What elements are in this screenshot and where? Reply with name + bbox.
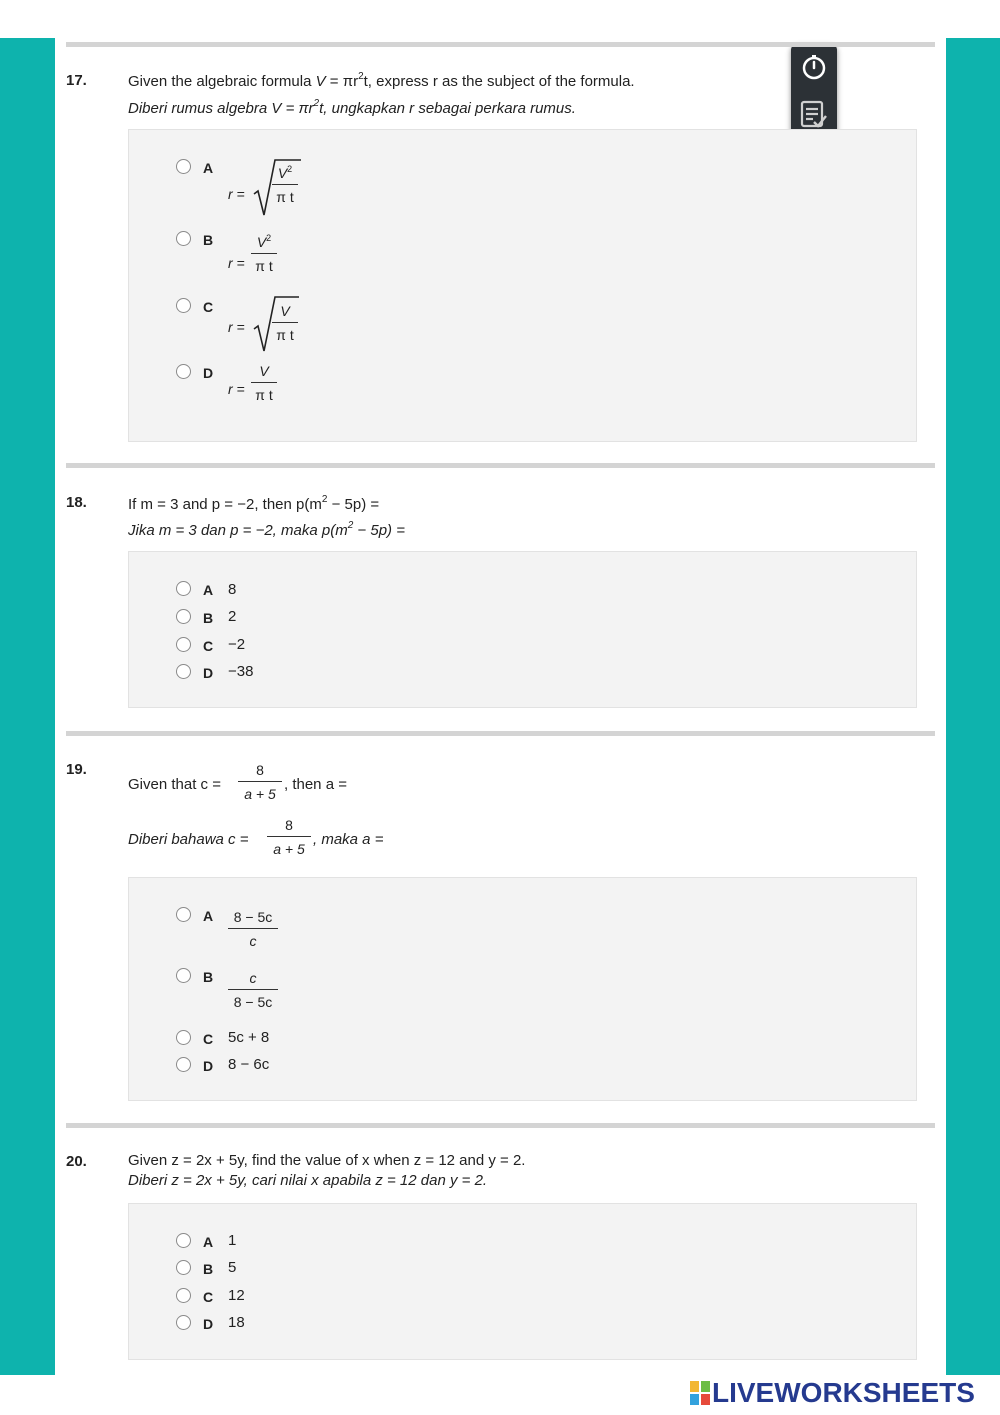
- logo-text: LIVEWORKSHEETS: [712, 1377, 975, 1408]
- option-value: 5: [228, 1259, 237, 1276]
- option-value: 1: [228, 1232, 237, 1249]
- question-text-en: Given the algebraic formula $V = \pi r^2t$, express r as the subject of the formula.: [128, 71, 635, 90]
- option-radio[interactable]: [176, 1030, 191, 1045]
- option-fraction: $V^2$ π t: [251, 234, 277, 274]
- option-radio[interactable]: [176, 298, 191, 313]
- question-text-en-tail: , then a =: [284, 776, 347, 793]
- option-value: 8 − 6c: [228, 1056, 270, 1073]
- option-radio[interactable]: [176, 968, 191, 983]
- question-text-en: Given z = 2x + 5y, find the value of x when z = 12 and y = 2.: [128, 1152, 526, 1169]
- question-text-ms: Diberi bahawa c =: [128, 831, 249, 848]
- option-fraction: $V^2$ π t: [272, 165, 298, 205]
- option-letter: C: [203, 299, 214, 315]
- separator: [66, 731, 935, 736]
- option-fraction: c 8 − 5c: [228, 970, 278, 1010]
- option-value: −38: [228, 663, 254, 680]
- option-letter: C: [203, 1031, 214, 1047]
- option-fraction: 8 − 5c c: [228, 909, 278, 949]
- option-fraction: V π t: [251, 363, 277, 403]
- option-lhs: r =: [228, 186, 245, 202]
- option-lhs: r =: [228, 255, 245, 271]
- option-radio[interactable]: [176, 364, 191, 379]
- option-letter: B: [203, 232, 214, 248]
- option-radio[interactable]: [176, 907, 191, 922]
- option-letter: A: [203, 1234, 214, 1250]
- option-letter: A: [203, 908, 214, 924]
- option-radio[interactable]: [176, 231, 191, 246]
- options-panel: [128, 1203, 917, 1360]
- option-value: 2: [228, 608, 237, 625]
- check-answers-icon[interactable]: [800, 100, 828, 130]
- option-radio[interactable]: [176, 1288, 191, 1303]
- question-text-ms: Diberi rumus algebra $V = \pi r^2t$, ungkapkan r sebagai perkara rumus.: [128, 98, 576, 117]
- separator: [66, 1123, 935, 1128]
- option-fraction: V π t: [272, 303, 298, 343]
- option-letter: D: [203, 1058, 214, 1074]
- question-fraction: 8 a + 5: [267, 817, 311, 857]
- option-letter: C: [203, 1289, 214, 1305]
- question-number: 19.: [66, 761, 87, 778]
- floating-toolbar: [791, 44, 837, 140]
- option-letter: A: [203, 160, 214, 176]
- option-radio[interactable]: [176, 1057, 191, 1072]
- options-panel: [128, 551, 917, 708]
- option-letter: D: [203, 365, 214, 381]
- option-value: 12: [228, 1287, 245, 1304]
- option-letter: D: [203, 1316, 214, 1332]
- option-value: −2: [228, 636, 246, 653]
- question-fraction: 8 a + 5: [238, 762, 282, 802]
- option-letter: A: [203, 582, 214, 598]
- option-radio[interactable]: [176, 664, 191, 679]
- question-number: 18.: [66, 494, 87, 511]
- option-radio[interactable]: [176, 581, 191, 596]
- options-panel: [128, 129, 917, 442]
- logo-mark-icon: [690, 1381, 710, 1405]
- separator: [66, 463, 935, 468]
- question-text-en: If m = 3 and p = −2, then $p(m^2 - 5p)$ =: [128, 494, 380, 513]
- right-accent-bar: [946, 38, 1000, 1375]
- question-text-ms-tail: , maka a =: [313, 831, 384, 848]
- option-radio[interactable]: [176, 637, 191, 652]
- question-text-en: Given that c =: [128, 776, 221, 793]
- option-letter: D: [203, 665, 214, 681]
- option-lhs: r =: [228, 319, 245, 335]
- option-radio[interactable]: [176, 159, 191, 174]
- option-letter: B: [203, 1261, 214, 1277]
- separator: [66, 42, 935, 47]
- option-value: 5c + 8: [228, 1029, 270, 1046]
- option-radio[interactable]: [176, 1233, 191, 1248]
- option-value: 8: [228, 581, 237, 598]
- option-lhs: r =: [228, 381, 245, 397]
- option-radio[interactable]: [176, 609, 191, 624]
- option-value: 18: [228, 1314, 245, 1331]
- question-text-ms: Diberi z = 2x + 5y, cari nilai x apabila z = 12 dan y = 2.: [128, 1172, 488, 1189]
- option-letter: B: [203, 610, 214, 626]
- option-letter: B: [203, 969, 214, 985]
- question-number: 17.: [66, 72, 87, 89]
- option-radio[interactable]: [176, 1315, 191, 1330]
- timer-icon[interactable]: [801, 54, 827, 80]
- question-number: 20.: [66, 1153, 87, 1170]
- option-letter: C: [203, 638, 214, 654]
- question-text-ms: Jika m = 3 dan p = −2, maka $p(m^2 - 5p)$ =: [128, 520, 405, 539]
- option-radio[interactable]: [176, 1260, 191, 1275]
- left-accent-bar: [0, 38, 55, 1375]
